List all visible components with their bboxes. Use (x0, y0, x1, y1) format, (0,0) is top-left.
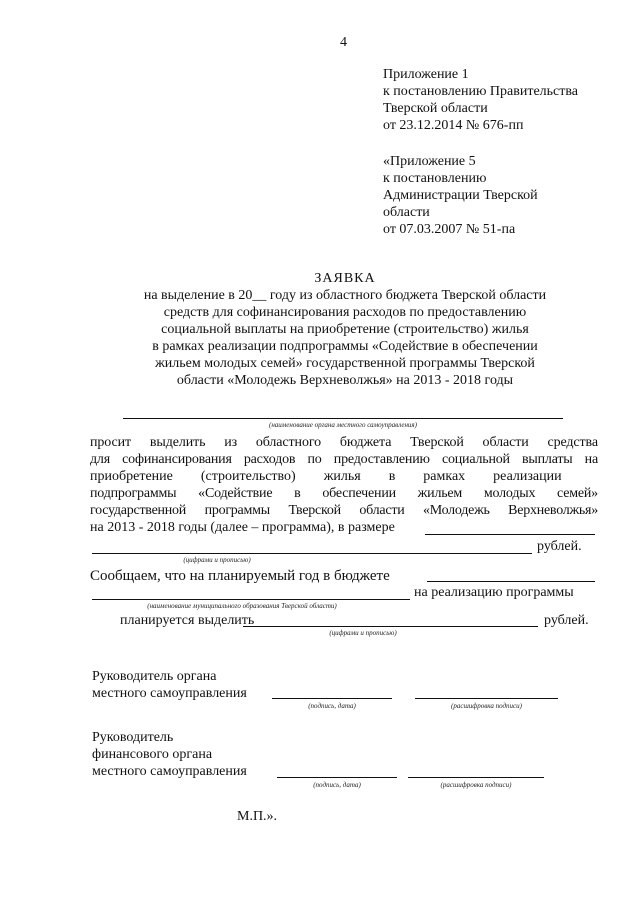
organ-name-line[interactable] (123, 418, 563, 419)
signatory-1-line: местного самоуправления (92, 686, 247, 701)
page-number: 4 (340, 35, 347, 50)
signature-line-2[interactable] (277, 777, 397, 778)
body-line: государственной программы Тверской области «Молодежь Верхневолжья» (90, 503, 598, 518)
body-last-line: на 2013 - 2018 годы (далее – программа), в размере (90, 520, 395, 535)
organ-name-caption: (наименование органа местного самоуправления) (268, 421, 417, 429)
body-paragraph (90, 434, 598, 519)
title-line: жильем молодых семей» государственной программы Тверской (155, 356, 535, 371)
body-line: подпрограммы «Содействие в обеспечении жильем молодых семей» (90, 486, 598, 501)
sign-date-caption-1: (подпись, дата) (308, 702, 356, 710)
plan-text: планируется выделить (120, 613, 255, 628)
appendix-1-line: Тверской области (383, 101, 488, 116)
digits-caption: (цифрами и прописью) (183, 556, 251, 564)
appendix-1-block (383, 66, 578, 134)
signatory-2-line: Руководитель (92, 730, 174, 745)
appendix-1-line: Приложение 1 (383, 67, 469, 82)
title-line: социальной выплаты на приобретение (строительство) жилья (161, 322, 529, 337)
body-line: для софинансирования расходов по предоставлению социальной выплаты на (90, 452, 598, 467)
appendix-1-line: от 23.12.2014 № 676-пп (383, 118, 524, 133)
signatory-1-line: Руководитель органа (92, 669, 217, 684)
budget-line[interactable] (427, 581, 595, 582)
municipality-line[interactable] (92, 599, 410, 600)
document-title (90, 270, 600, 389)
amount-line-2[interactable] (92, 553, 532, 554)
rubles-label: рублей. (537, 539, 582, 554)
report-text: Сообщаем, что на планируемый год в бюджете (90, 568, 390, 584)
amount-line-1[interactable] (425, 534, 595, 535)
title-line: в рамках реализации подпрограммы «Содействие в обеспечении (152, 339, 538, 354)
appendix-5-line: от 07.03.2007 № 51-па (383, 222, 516, 237)
appendix-5-line: к постановлению (383, 171, 487, 186)
appendix-5-block (383, 153, 538, 238)
appendix-5-line: «Приложение 5 (383, 154, 476, 169)
decode-line-1[interactable] (415, 698, 558, 699)
signatory-2-line: финансового органа (92, 747, 213, 762)
title-line: на выделение в 20__ году из областного бюджета Тверской области (143, 288, 547, 303)
appendix-1-line: к постановлению Правительства (383, 84, 579, 99)
sign-date-caption-2: (подпись, дата) (313, 781, 361, 789)
decode-line-2[interactable] (408, 777, 544, 778)
appendix-5-line: области (383, 205, 430, 220)
decode-caption-1: (расшифровка подписи) (451, 702, 522, 710)
title-heading: ЗАЯВКА (314, 271, 376, 286)
signatory-2 (92, 729, 247, 780)
body-line: приобретение (строительство) жилья в рамках реализации (90, 469, 562, 484)
rubles-label-2: рублей. (544, 613, 589, 628)
municipality-caption: (наименование муниципального образования Тверской области) (147, 602, 337, 610)
digits-caption-2: (цифрами и прописью) (329, 629, 397, 637)
signature-line-1[interactable] (272, 698, 392, 699)
decode-caption-2: (расшифровка подписи) (440, 781, 512, 789)
title-line: средств для софинансирования расходов по предоставлению (163, 305, 527, 320)
signatory-2-line: местного самоуправления (92, 764, 247, 779)
title-line: области «Молодежь Верхневолжья» на 2013 - 2018 годы (176, 373, 514, 388)
appendix-5-line: Администрации Тверской (383, 188, 538, 203)
stamp-placeholder: М.П.». (237, 809, 278, 824)
signatory-1 (92, 668, 247, 702)
body-line: просит выделить из областного бюджета Тверской области средства (90, 435, 598, 450)
program-text: на реализацию программы (414, 585, 574, 600)
plan-amount-line[interactable] (243, 626, 538, 627)
